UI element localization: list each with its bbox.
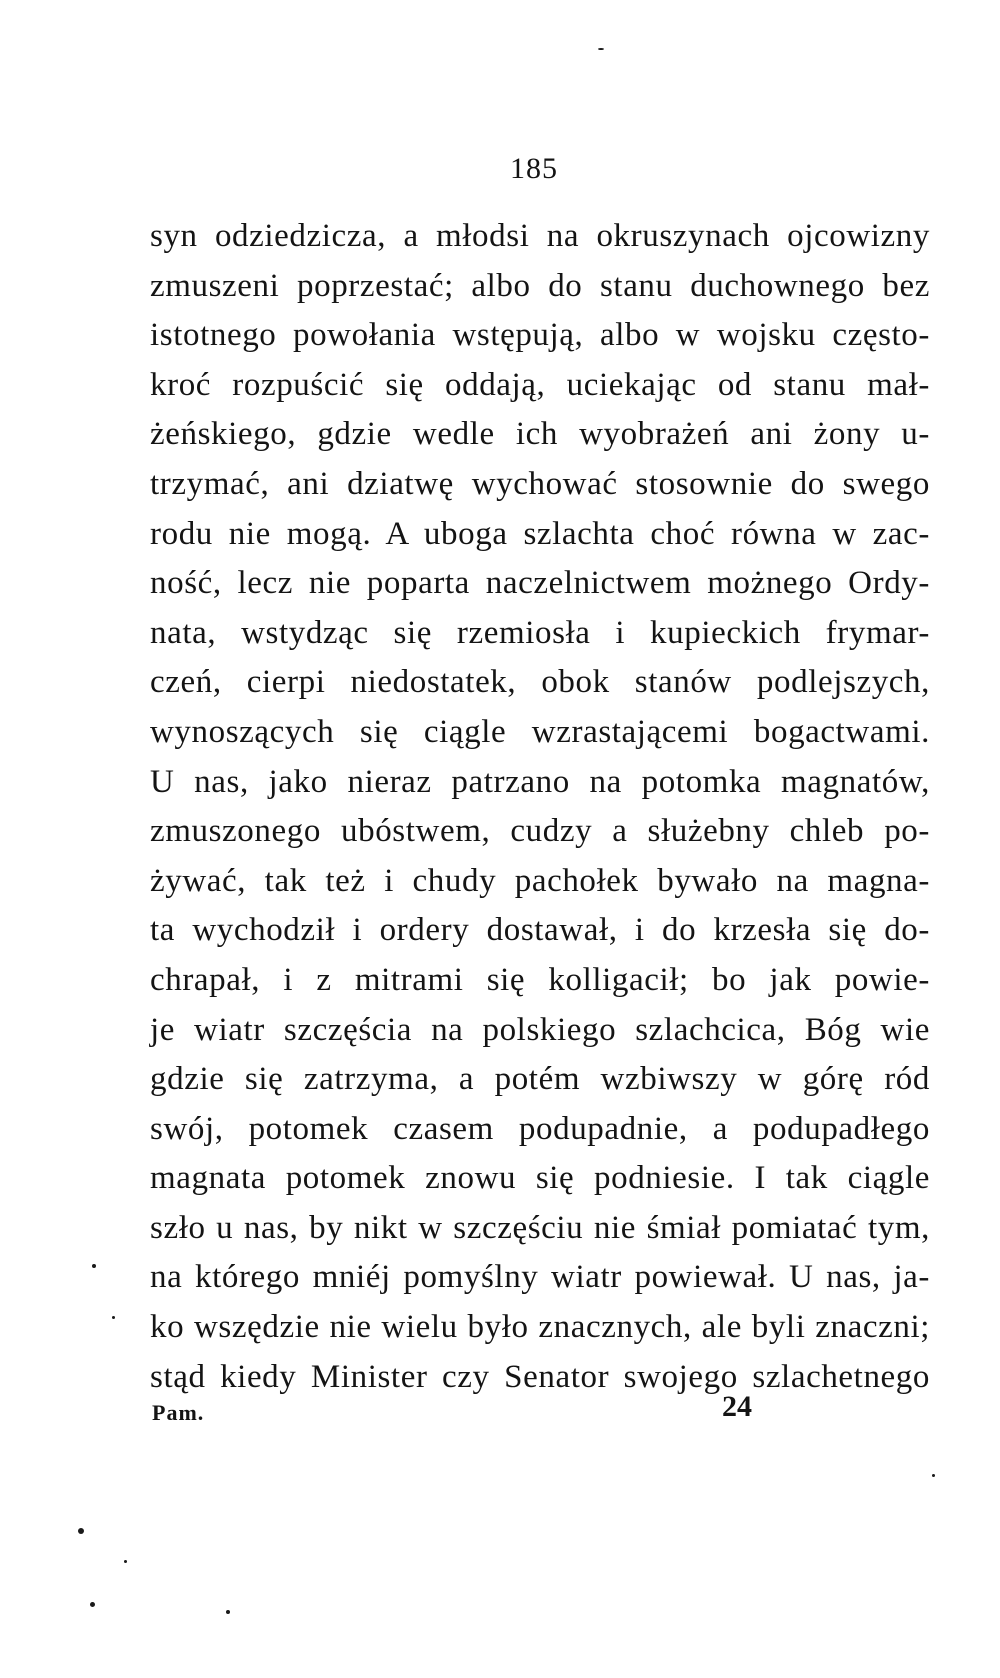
scan-speck bbox=[92, 1264, 96, 1268]
text-line: U nas, jako nieraz patrzano na potomka magnatów, bbox=[150, 763, 930, 800]
text-line: stąd kiedy Minister czy Senator swojego szlachetnego bbox=[150, 1358, 930, 1395]
scan-speck bbox=[124, 1560, 127, 1563]
text-line: żywać, tak też i chudy pachołek bywało na magna- bbox=[150, 862, 930, 899]
text-line: swój, potomek czasem podupadnie, a podupadłego bbox=[150, 1110, 930, 1147]
text-line: rodu nie mogą. A uboga szlachta choć równa w zac- bbox=[150, 515, 930, 552]
scan-speck bbox=[90, 1602, 95, 1607]
text-line: zmuszeni poprzestać; albo do stanu duchownego bez bbox=[150, 267, 930, 304]
scan-speck bbox=[78, 1528, 84, 1534]
text-line: ta wychodził i ordery dostawał, i do krzesła się do- bbox=[150, 912, 930, 949]
text-line: kroć rozpuścić się oddają, uciekając od stanu mał- bbox=[150, 366, 930, 403]
text-line: gdzie się zatrzyma, a potém wzbiwszy w górę ród bbox=[150, 1061, 930, 1098]
text-line: szło u nas, by nikt w szczęściu nie śmiał pomiatać tym, bbox=[150, 1209, 930, 1246]
text-line: wynoszących się ciągle wzrastającemi bogactwami. bbox=[150, 713, 930, 750]
text-line: ko wszędzie nie wielu było znacznych, ale byli znaczni; bbox=[150, 1309, 930, 1346]
text-line: ność, lecz nie poparta naczelnictwem możnego Ordy- bbox=[150, 565, 930, 602]
scan-speck bbox=[226, 1610, 230, 1614]
text-line: trzymać, ani dziatwę wychować stosownie do swego bbox=[150, 465, 930, 502]
text-line: je wiatr szczęścia na polskiego szlachcica, Bóg wie bbox=[150, 1011, 930, 1048]
signature-mark: Pam. bbox=[152, 1400, 205, 1425]
text-line: chrapał, i z mitrami się kolligacił; bo jak powie- bbox=[150, 961, 930, 998]
text-line: czeń, cierpi niedostatek, obok stanów podlejszych, bbox=[150, 664, 930, 701]
text-line: zmuszonego ubóstwem, cudzy a służebny chleb po- bbox=[150, 813, 930, 850]
text-line: żeńskiego, gdzie wedle ich wyobrażeń ani żony u- bbox=[150, 416, 930, 453]
body-text bbox=[150, 212, 930, 1402]
scan-speck bbox=[598, 48, 604, 50]
page-number: 185 bbox=[510, 152, 558, 185]
text-line: na którego mniéj pomyślny wiatr powiewał. U nas, ja- bbox=[150, 1259, 930, 1296]
sheet-number: 24 bbox=[722, 1390, 752, 1423]
text-line: magnata potomek znowu się podniesie. I tak ciągle bbox=[150, 1160, 930, 1197]
scan-speck bbox=[932, 1474, 935, 1477]
text-line: syn odziedzicza, a młodsi na okruszynach ojcowizny bbox=[150, 218, 930, 254]
text-line: istotnego powołania wstępują, albo w wojsku często- bbox=[150, 317, 930, 354]
scan-speck bbox=[112, 1316, 115, 1319]
text-line: nata, wstydząc się rzemiosła i kupieckich frymar- bbox=[150, 614, 930, 651]
